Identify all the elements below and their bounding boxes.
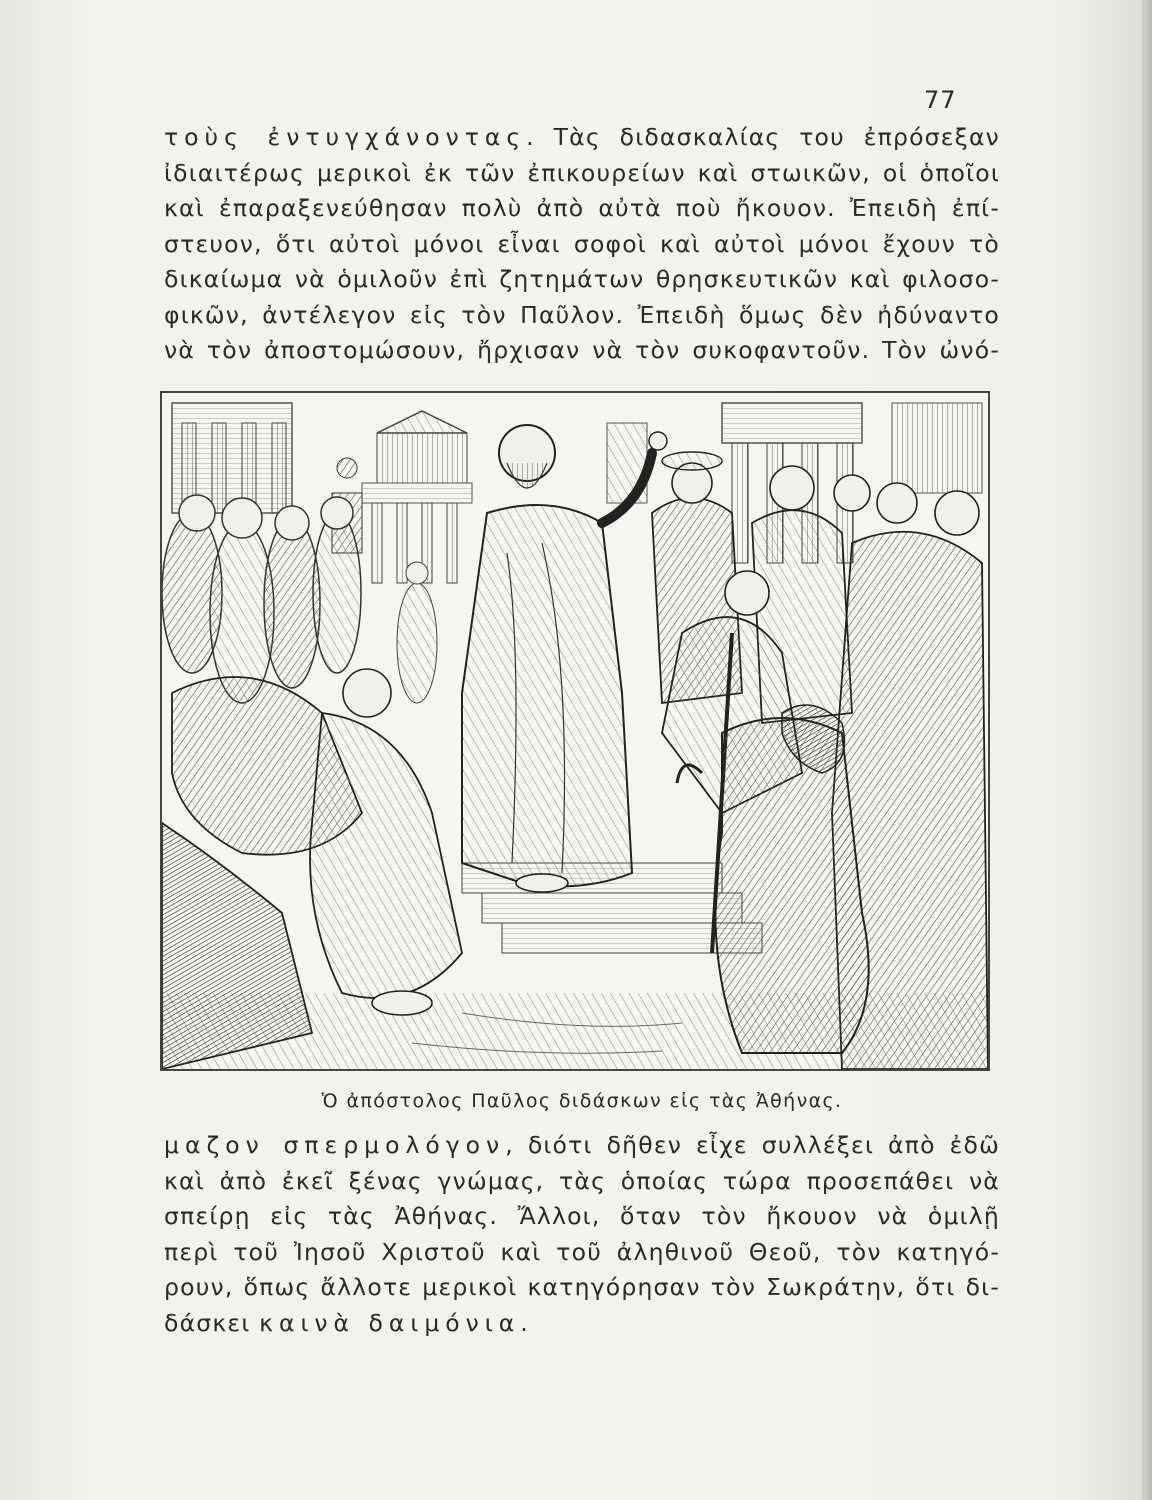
text-line: μαζον σπερμολόγον, διότι δῆθεν εἶχε συλλέξει ἀπὸ ἐδῶ [164,1131,1000,1159]
text-line: στευον, ὅτι αὐτοὶ μόνοι εἶναι σοφοὶ καὶ αὐτοὶ μόνοι ἔχουν τὸ [164,229,1000,258]
text-line: δάσκει καινὰ δαιμόνια. [164,1308,529,1337]
spaced-emphasis: τοὺς ἐντυγχάνοντας [164,123,527,151]
text-line: ἰδιαιτέρως μερικοὶ ἐκ τῶν ἐπικουρείων καὶ στωικῶν, οἱ ὁποῖοι [164,158,1000,187]
text-line: νὰ τὸν ἀποστομώσουν, ἤρχισαν νὰ τὸν συκοφαντοῦν. Τὸν ὠνό- [164,336,1000,364]
text-line: δικαίωμα νὰ ὁμιλοῦν ἐπὶ ζητημάτων θρησκευτικῶν καὶ φιλοσο- [164,265,1000,293]
text-line: σπείρῃ εἰς τὰς Ἀθήνας. Ἄλλοι, ὅταν τὸν ἤκουον νὰ ὁμιλῇ [164,1202,1000,1230]
bottom-paragraph [164,1128,1000,1341]
top-paragraph [164,120,1000,369]
spaced-emphasis: μαζον σπερμολόγον [164,1131,506,1159]
page-edge-shadow [1142,0,1152,1500]
text-line: τοὺς ἐντυγχάνοντας. Τὰς διδασκαλίας του ἐπρόσεξαν [164,123,1000,151]
text-line: καὶ ἐπαραξενεύθησαν πολὺ ἀπὸ αὐτὰ ποὺ ἤκουον. Ἐπειδὴ ἐπί- [164,194,1000,222]
engraving-illustration [160,391,990,1071]
text-line: περὶ τοῦ Ἰησοῦ Χριστοῦ καὶ τοῦ ἀληθινοῦ Θεοῦ, τὸν κατηγό- [164,1237,1000,1266]
page-number: 77 [924,86,957,114]
engraving-paul-preaching-athens [162,393,988,1069]
text-line: φικῶν, ἀντέλεγον εἰς τὸν Παῦλον. Ἐπειδὴ ὅμως δὲν ἠδύναντο [164,300,1000,329]
spaced-emphasis: καινὰ δαιμόνια [259,1308,521,1337]
text-line: ρουν, ὅπως ἄλλοτε μερικοὶ κατηγόρησαν τὸν Σωκράτην, ὅτι δι- [164,1273,1000,1301]
text-line: καὶ ἀπὸ ἐκεῖ ξένας γνώμας, τὰς ὁποίας τώρα προσεπάθει νὰ [164,1166,1000,1195]
figure-caption: Ὁ ἀπόστολος Παῦλος διδάσκων εἰς τὰς Ἀθήνας. [321,1090,843,1112]
